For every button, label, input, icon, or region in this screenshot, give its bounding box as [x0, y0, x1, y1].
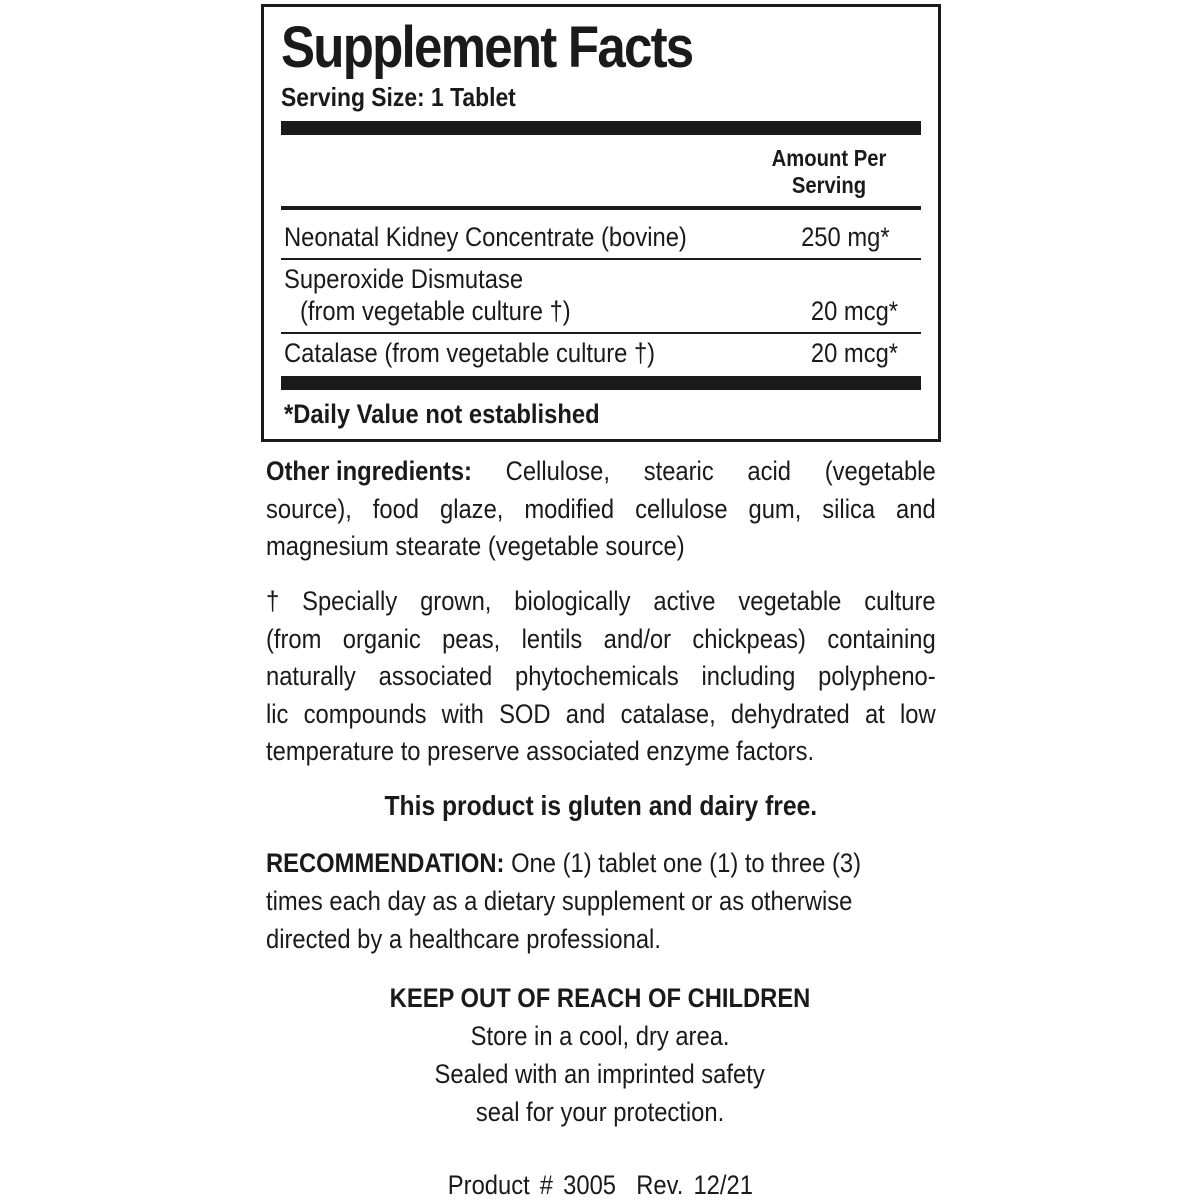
culture-note-line: [266, 621, 936, 659]
header-divider: [281, 206, 921, 210]
word: source),: [266, 493, 352, 524]
other-ingredients-label: Other ingredients:: [266, 456, 472, 486]
word: dehydrated: [730, 698, 850, 729]
word: food: [372, 493, 420, 524]
word: cellulose: [635, 493, 728, 524]
amount-per-serving-header: [744, 145, 914, 199]
ingredient-amount: 20 mcg*: [810, 338, 898, 368]
word: phytochemicals: [514, 661, 679, 691]
vegetable-culture-note: [266, 583, 936, 771]
daily-value-footnote: *Daily Value not established: [284, 399, 600, 429]
word: acid: [747, 456, 792, 486]
ingredient-name: Superoxide Dismutase: [284, 264, 524, 294]
other-ingredients-line: magnesium stearate (vegetable source): [266, 531, 685, 561]
thick-divider-top: [281, 121, 921, 135]
word: grown,: [420, 586, 492, 616]
word: SOD: [499, 698, 551, 729]
word: silica: [822, 493, 876, 524]
word: culture: [864, 586, 936, 616]
culture-note-line: [266, 696, 936, 734]
word: modified: [524, 493, 615, 524]
word: including: [701, 661, 796, 691]
culture-note-line: temperature to preserve associated enzyme factors.: [266, 736, 815, 766]
gluten-dairy-free-text: This product is gluten and dairy free.: [384, 790, 818, 821]
ingredient-name-subline: (from vegetable culture †): [300, 296, 571, 326]
storage-text: Sealed with an imprinted safety: [434, 1059, 766, 1089]
recommendation-line: directed by a healthcare professional.: [266, 924, 661, 954]
word: (vegetable: [824, 456, 936, 486]
word: lic: [266, 698, 289, 729]
ingredient-amount: 20 mcg*: [810, 296, 898, 326]
word: Cellulose,: [505, 456, 610, 486]
keep-out-of-reach-warning: [300, 979, 900, 1017]
thick-divider-bottom: [281, 376, 921, 390]
word: glaze,: [439, 493, 504, 524]
word: polypheno-: [818, 661, 936, 691]
row-divider: [281, 332, 921, 334]
word: peas,: [442, 623, 501, 654]
gluten-dairy-free-statement: [266, 787, 936, 825]
dagger-symbol: †: [266, 586, 280, 616]
word: lentils: [521, 623, 583, 654]
product-number-text: Product # 3005 Rev. 12/21: [447, 1170, 753, 1200]
word: active: [653, 586, 716, 616]
storage-warning-block: [300, 979, 900, 1131]
word: containing: [827, 623, 936, 654]
word: at: [864, 698, 885, 729]
word: biologically: [514, 586, 631, 616]
word: (from: [266, 623, 322, 654]
word: low: [899, 698, 936, 729]
word: with: [441, 698, 484, 729]
recommendation-paragraph: [266, 844, 942, 958]
storage-line: [300, 1017, 900, 1055]
ingredient-amount: 250 mg*: [801, 222, 890, 252]
storage-line: [300, 1093, 900, 1131]
word: stearic: [643, 456, 714, 486]
row-divider: [281, 258, 921, 260]
warning-text: KEEP OUT OF REACH OF CHILDREN: [389, 983, 811, 1013]
recommendation-line: [266, 844, 861, 882]
culture-note-line: [266, 583, 936, 621]
word: gum,: [748, 493, 802, 524]
ingredient-name: Neonatal Kidney Concentrate (bovine): [284, 222, 687, 252]
word: chickpeas): [692, 623, 806, 654]
other-ingredients-line: [266, 491, 936, 529]
product-number: [300, 1167, 900, 1203]
ingredient-name: Catalase (from vegetable culture †): [284, 338, 656, 368]
word: vegetable: [738, 586, 842, 616]
supplement-facts-title: Supplement Facts: [281, 15, 693, 80]
recommendation-line: times each day as a dietary supplement or as otherwise: [266, 886, 853, 916]
recommendation-text: One (1) tablet one (1) to three (3): [504, 848, 862, 878]
word: organic: [342, 623, 421, 654]
other-ingredients-line: [266, 453, 936, 491]
amount-header-line1: Amount Per: [771, 145, 887, 171]
word: catalase,: [620, 698, 716, 729]
word: and: [565, 698, 606, 729]
word: and/or: [603, 623, 672, 654]
word: associated: [378, 661, 493, 691]
word: naturally: [266, 661, 356, 691]
word: Specially: [302, 586, 398, 616]
storage-text: Store in a cool, dry area.: [470, 1021, 730, 1051]
serving-size: Serving Size: 1 Tablet: [281, 82, 516, 112]
recommendation-label: RECOMMENDATION:: [266, 848, 505, 878]
storage-text: seal for your protection.: [475, 1097, 725, 1127]
storage-line: [300, 1055, 900, 1093]
amount-header-line2: Serving: [791, 172, 867, 198]
word: compounds: [303, 698, 427, 729]
word: and: [896, 493, 936, 524]
supplement-facts-panel: [261, 4, 941, 442]
other-ingredients-paragraph: [266, 453, 936, 566]
culture-note-line: [266, 658, 936, 696]
